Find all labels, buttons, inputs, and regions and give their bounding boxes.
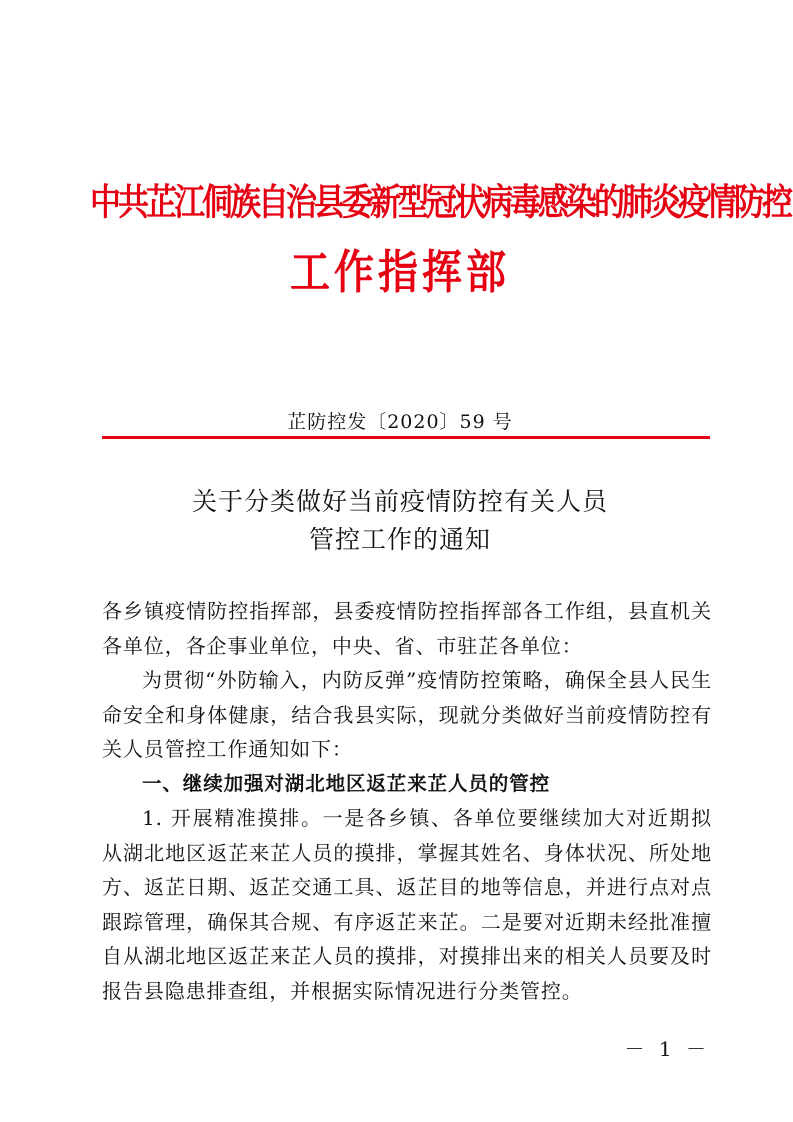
document-body	[102, 594, 712, 1008]
section1-heading: 一、继续加强对湖北地区返芷来芷人员的管控	[142, 771, 551, 795]
issuer-header-line2: 工作指挥部	[290, 246, 510, 300]
document-title	[90, 483, 710, 559]
salutation: 各乡镇疫情防控指挥部，县委疫情防控指挥部各工作组，县直机关各单位，各企事业单位，中央、省、市驻芷各单位：	[102, 599, 712, 658]
title-line2: 管控工作的通知	[308, 525, 491, 554]
issuer-header-line1: 中共芷江侗族自治县委新型冠状病毒感染的肺炎疫情防控	[90, 181, 790, 224]
page-number: － 1 －	[624, 1037, 710, 1061]
intro-paragraph: 为贯彻“外防输入，内防反弹”疫情防控策略，确保全县人民生命安全和身体健康，结合我县实际，现就分类做好当前疫情防控有关人员管控工作通知如下：	[102, 668, 712, 761]
document-number: 芷防控发〔2020〕59 号	[287, 411, 513, 433]
title-line1: 关于分类做好当前疫情防控有关人员	[191, 487, 608, 516]
red-divider-line	[102, 436, 710, 439]
section1-item1-paragraph: 1. 开展精准摸排。一是各乡镇、各单位要继续加大对近期拟从湖北地区返芷来芷人员的摸排，掌握其姓名、身体状况、所处地方、返芷日期、返芷交通工具、返芷目的地等信息，并进行点对点跟踪管理，确保其合规、有序返芷来芷。二是要对近期未经批准擅自从湖北地区返芷来芷人员的摸排，对摸排出来的相关人员要及时报告县隐患排查组，并根据实际情况进行分类管控。	[102, 806, 712, 1003]
